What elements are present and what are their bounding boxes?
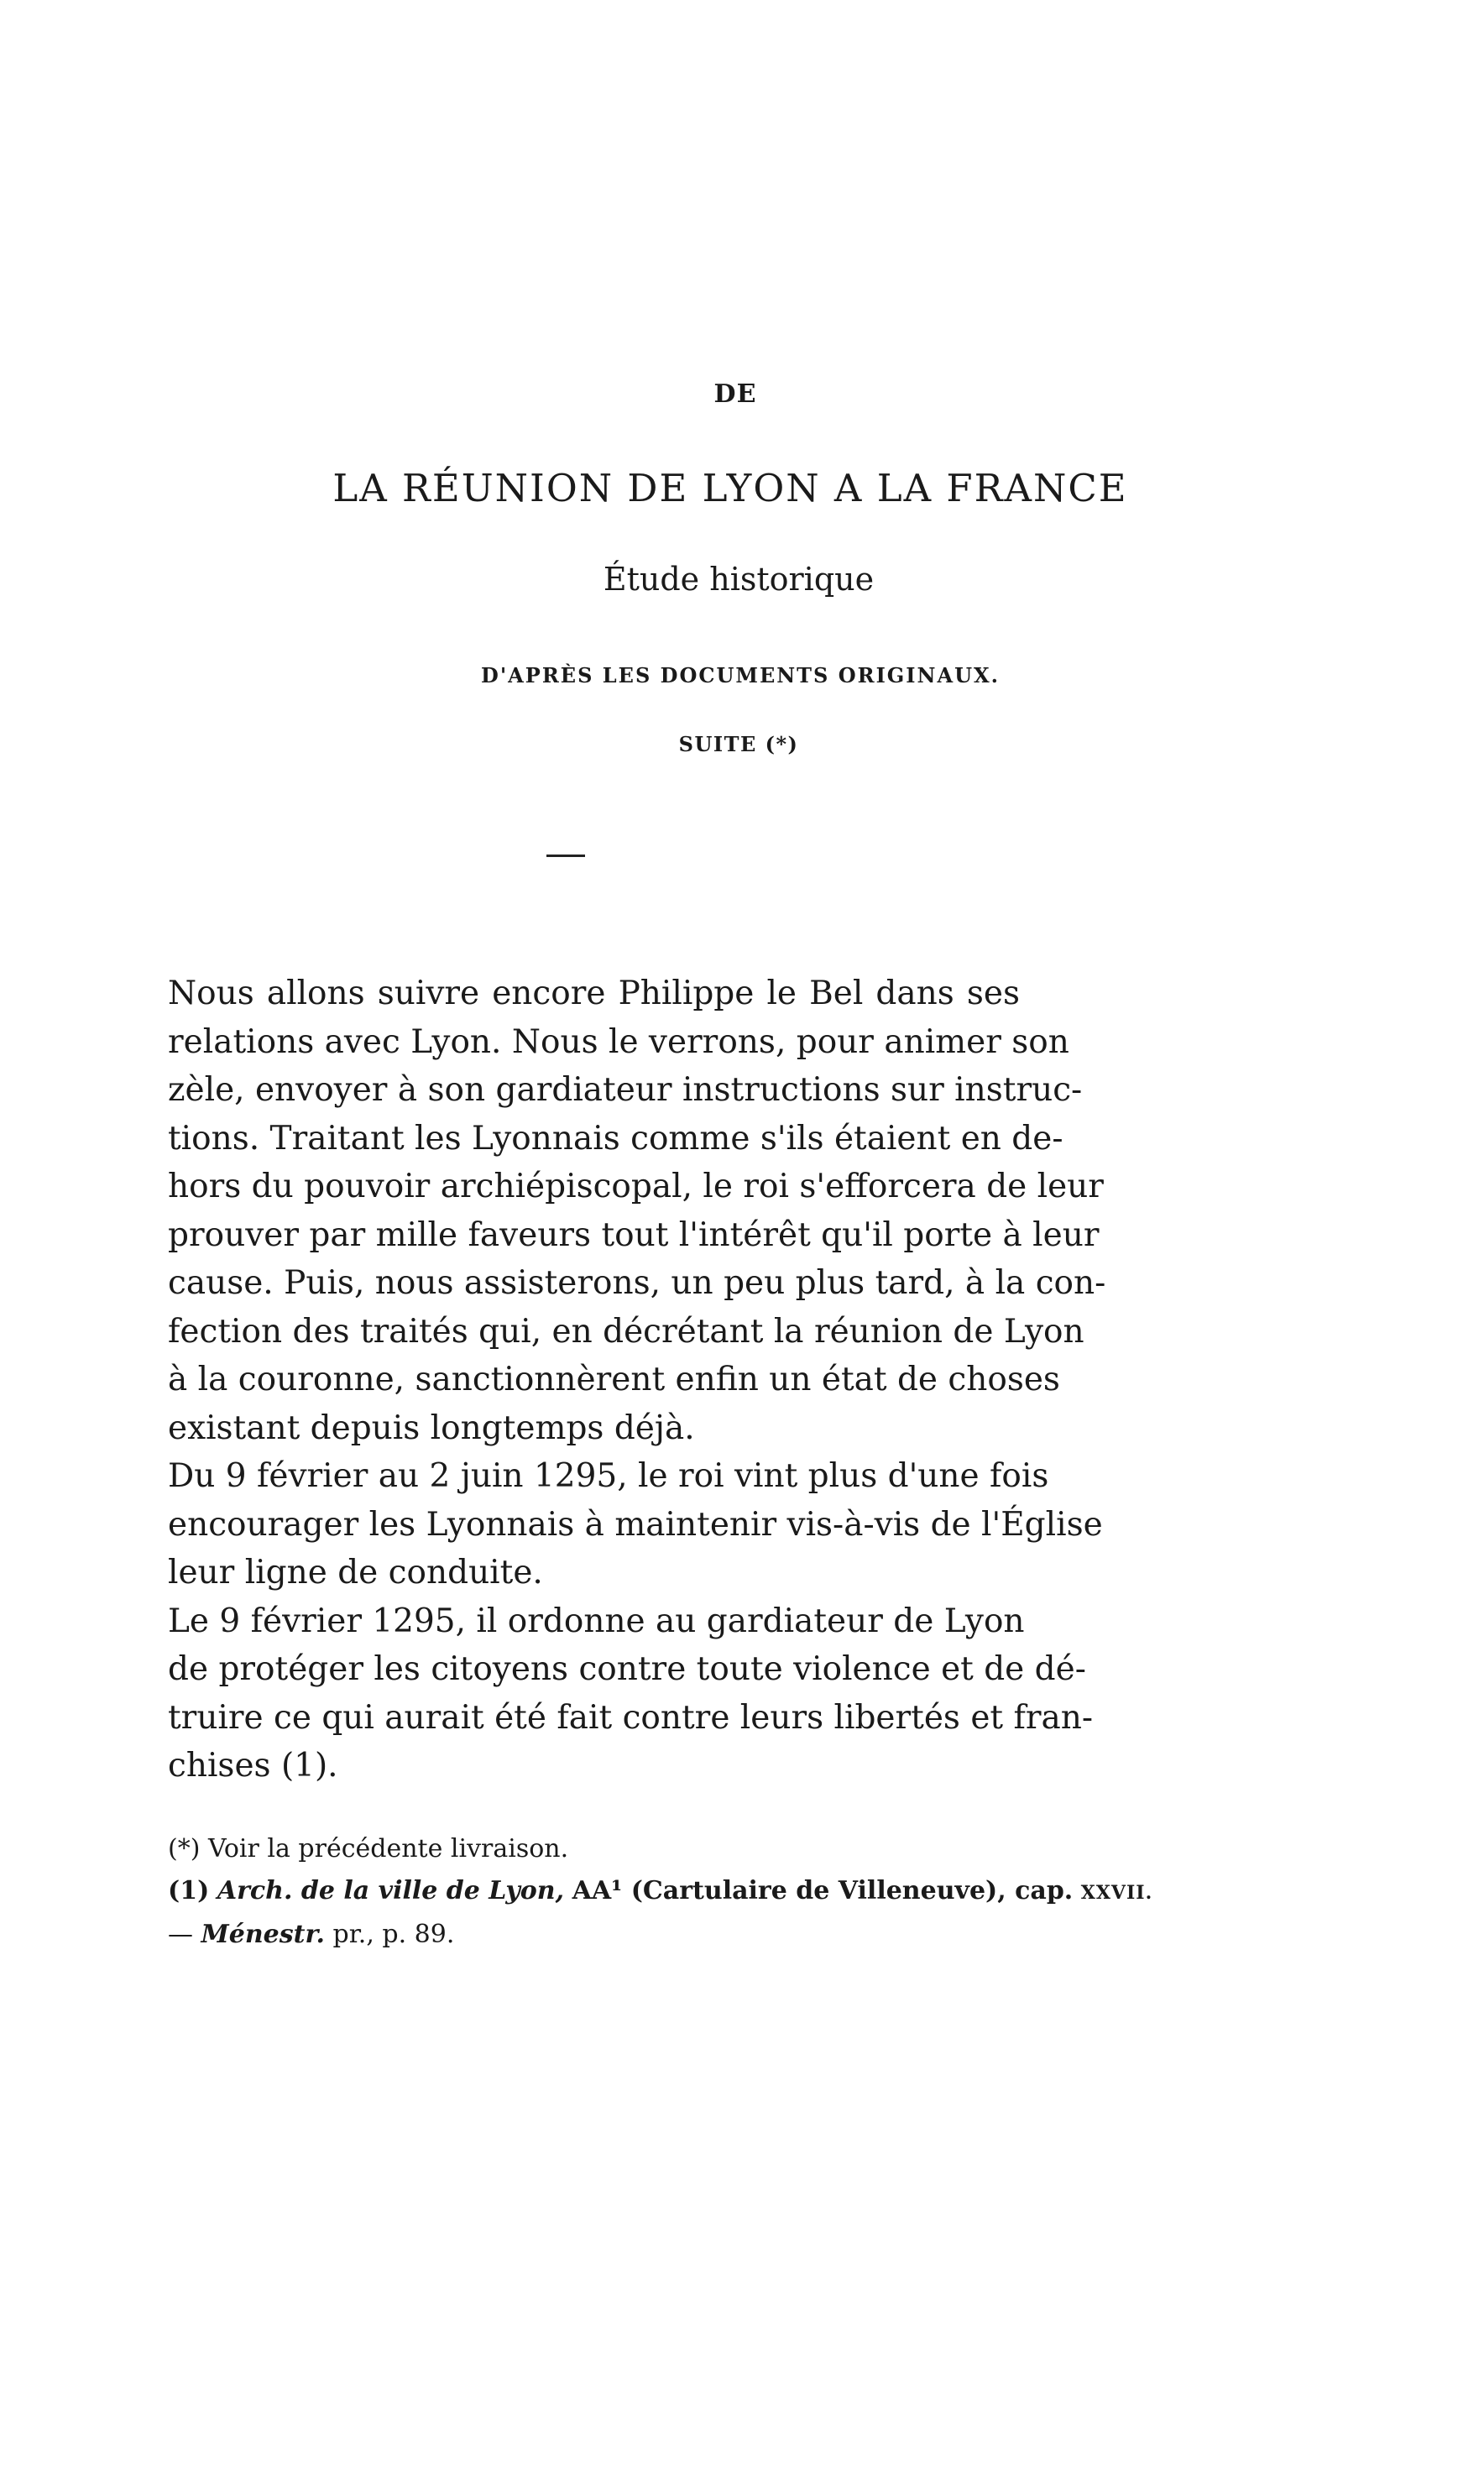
text-line: prouver par mille faveurs tout l'intérêt qu'il porte à leur (168, 1215, 1100, 1254)
text-line: tions. Traitant les Lyonnais comme s'ils étaient en de- (168, 1119, 1063, 1158)
text-line: Nous allons suivre encore Philippe le Bel dans ses (168, 975, 1020, 1012)
footnote-number: (1) (168, 1876, 210, 1905)
body-text (168, 970, 1106, 1790)
text-line: de protéger les citoyens contre toute violence et de dé- (168, 1650, 1086, 1688)
text-line: zèle, envoyer à son gardiateur instructions sur instruc- (168, 1071, 1083, 1109)
text-line: existant depuis longtemps déjà. (168, 1409, 695, 1447)
text-line: Le 9 février 1295, il ordonne au gardiateur de Lyon (168, 1602, 1025, 1640)
footnote-star: (*) Voir la précédente livraison. (168, 1834, 569, 1863)
suite-label: SUITE (*) (678, 732, 799, 756)
text-line: truire ce qui aurait été fait contre leurs libertés et fran- (168, 1698, 1094, 1737)
text-line: Du 9 février au 2 juin 1295, le roi vint plus d'une fois (168, 1457, 1049, 1495)
footnote-dash: — (168, 1920, 193, 1949)
text-line: cause. Puis, nous assisterons, un peu plus tard, à la con- (168, 1264, 1106, 1302)
header-de: DE (713, 379, 757, 409)
text-line: relations avec Lyon. Nous le verrons, pour animer son (168, 1022, 1069, 1061)
text-line: hors du pouvoir archiépiscopal, le roi s'efforcera de leur (168, 1168, 1104, 1205)
footnotes (168, 1828, 1153, 1956)
footnote-1 (168, 1870, 1153, 1914)
subtitle: Étude historique (603, 561, 875, 598)
footnote-collection: AA¹ (Cartulaire de Villeneuve), cap. (572, 1876, 1074, 1905)
footnote-chapter: XXVII. (1080, 1882, 1153, 1904)
text-line: leur ligne de conduite. (168, 1554, 543, 1592)
text-line: chises (1). (168, 1747, 338, 1785)
section-divider (546, 855, 585, 857)
footnote-archive: Arch. de la ville de Lyon, (217, 1876, 565, 1905)
text-line: encourager les Lyonnais à maintenir vis-à-vis de l'Église (168, 1505, 1103, 1544)
text-line: à la couronne, sanctionnèrent enfin un état de choses (168, 1361, 1060, 1398)
footnote-1-continued (168, 1914, 1020, 1956)
page-title: LA RÉUNION DE LYON A LA FRANCE (332, 466, 1128, 510)
footnote-menestr: Ménestr. (201, 1920, 325, 1949)
source-line: D'APRÈS LES DOCUMENTS ORIGINAUX. (481, 663, 1000, 687)
text-line: fection des traités qui, en décrétant la réunion de Lyon (168, 1312, 1084, 1351)
footnote-pages: pr., p. 89. (332, 1920, 455, 1949)
